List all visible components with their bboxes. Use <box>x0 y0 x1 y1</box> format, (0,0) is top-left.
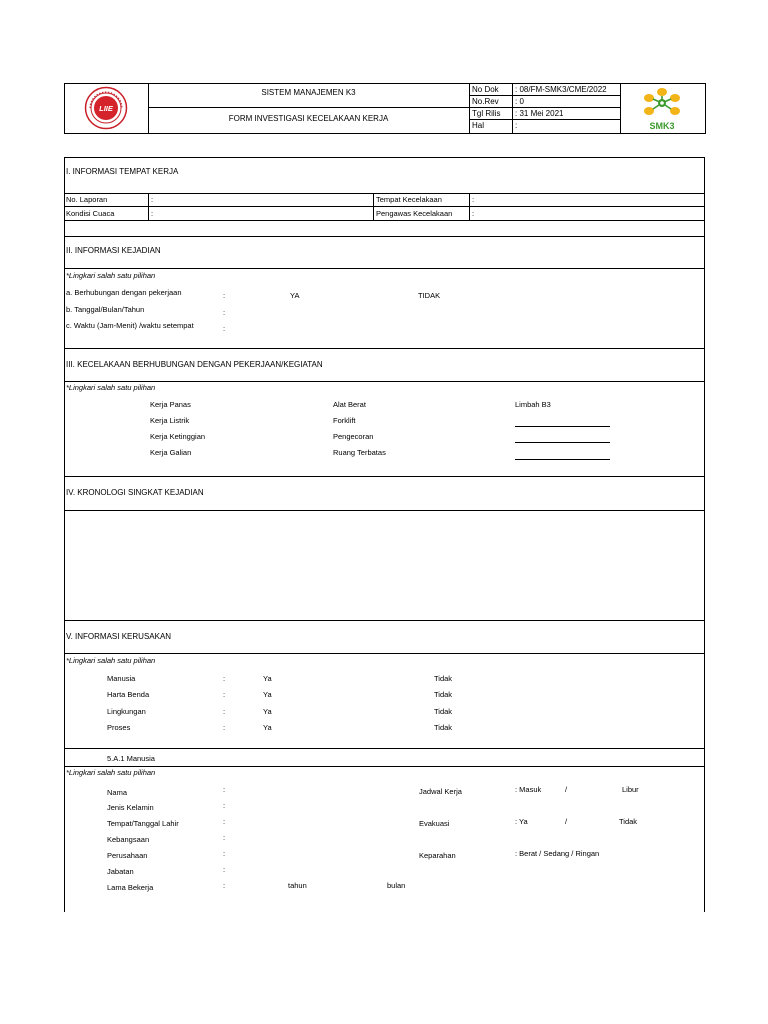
kronologi-textarea[interactable] <box>65 511 704 620</box>
doc-info-value: : 0 <box>515 97 524 106</box>
company-logo-text: LIIE <box>99 104 113 113</box>
damage-item: Proses <box>107 723 131 732</box>
doc-info-value: : <box>515 121 518 130</box>
option-alat-berat[interactable]: Alat Berat <box>333 400 366 409</box>
divider <box>64 381 705 382</box>
damage-colon: : <box>223 707 226 716</box>
option-ya[interactable]: Ya <box>263 723 272 732</box>
damage-colon: : <box>223 690 226 699</box>
divider <box>64 268 705 269</box>
doc-info-label: No.Rev <box>472 97 499 106</box>
doc-info-label: Tgl Rilis <box>472 109 501 118</box>
option-tidak[interactable]: Tidak <box>434 723 453 732</box>
divider <box>64 476 705 477</box>
other-blank-line[interactable] <box>515 426 610 427</box>
divider <box>148 193 149 220</box>
header-divider <box>469 83 470 133</box>
section2-note: *Lingkari salah satu pilihan <box>66 271 156 280</box>
doc-info-label: No Dok <box>472 85 499 94</box>
option-tidak[interactable]: Tidak <box>434 707 453 716</box>
smk3-logo <box>636 84 688 132</box>
damage-item: Harta Benda <box>107 690 150 699</box>
option-ya[interactable]: Ya <box>263 707 272 716</box>
evakuasi-value[interactable]: : Ya <box>515 817 528 826</box>
doc-info-value: : 31 Mei 2021 <box>515 109 564 118</box>
option-ya[interactable]: Ya <box>263 674 272 683</box>
option-pengecoran[interactable]: Pengecoran <box>333 432 374 441</box>
damage-colon: : <box>223 674 226 683</box>
keparahan-value[interactable]: : Berat / Sedang / Ringan <box>515 849 600 858</box>
tempat-kecelakaan-field[interactable]: : <box>472 195 475 204</box>
divider <box>64 620 705 621</box>
pengawas-kecelakaan-label: Pengawas Kecelakaan <box>376 209 453 218</box>
damage-item: Manusia <box>107 674 136 683</box>
option-kerja-ketinggian[interactable]: Kerja Ketinggian <box>150 432 206 441</box>
option-kerja-galian[interactable]: Kerja Galian <box>150 448 192 457</box>
person-field-input[interactable]: : <box>223 881 226 890</box>
person-field-input[interactable]: : <box>223 817 226 826</box>
divider <box>64 236 705 237</box>
damage-colon: : <box>223 723 226 732</box>
person-field-label: Perusahaan <box>107 851 148 860</box>
section3-note: *Lingkari salah satu pilihan <box>66 383 156 392</box>
smk3-logo-text: SMK3 <box>649 121 675 131</box>
other-blank-line[interactable] <box>515 459 610 460</box>
damage-item: Lingkungan <box>107 707 146 716</box>
option-tidak[interactable]: TIDAK <box>418 291 441 300</box>
pengawas-kecelakaan-field[interactable]: : <box>472 209 475 218</box>
divider <box>64 653 705 654</box>
company-logo <box>84 86 128 130</box>
option-forklift[interactable]: Forklift <box>333 416 356 425</box>
divider <box>64 348 705 349</box>
evakuasi-tidak[interactable]: Tidak <box>619 817 638 826</box>
no-laporan-label: No. Laporan <box>66 195 108 204</box>
tanggal-field[interactable]: : <box>223 308 226 317</box>
person-field-label: Kebangsaan <box>107 835 150 844</box>
no-laporan-field[interactable]: : <box>151 195 154 204</box>
option-tidak[interactable]: Tidak <box>434 674 453 683</box>
waktu-label: c. Waktu (Jam-Menit) /waktu setempat <box>66 321 194 330</box>
jadwal-kerja-value[interactable]: : Masuk <box>515 785 542 794</box>
lama-bekerja-bulan: bulan <box>387 881 406 890</box>
option-ya[interactable]: Ya <box>263 690 272 699</box>
person-field-input[interactable]: : <box>223 849 226 858</box>
keparahan-label: Keparahan <box>419 851 456 860</box>
divider <box>64 748 705 749</box>
doc-info-value: : 08/FM-SMK3/CME/2022 <box>515 85 607 94</box>
section2-title: II. INFORMASI KEJADIAN <box>66 246 161 255</box>
berhubungan-colon: : <box>223 291 226 300</box>
person-field-input[interactable]: : <box>223 865 226 874</box>
header-divider <box>512 83 513 133</box>
divider <box>64 193 705 194</box>
jadwal-kerja-label: Jadwal Kerja <box>419 787 462 796</box>
evakuasi-slash: / <box>565 817 568 826</box>
person-field-label: Jabatan <box>107 867 134 876</box>
jadwal-kerja-libur[interactable]: Libur <box>622 785 639 794</box>
header-divider <box>469 119 620 120</box>
header-divider <box>620 83 621 133</box>
tempat-kecelakaan-label: Tempat Kecelakaan <box>376 195 442 204</box>
option-tidak[interactable]: Tidak <box>434 690 453 699</box>
person-field-input[interactable]: : <box>223 801 226 810</box>
evakuasi-label: Evakuasi <box>419 819 450 828</box>
kondisi-cuaca-field[interactable]: : <box>151 209 154 218</box>
option-ruang-terbatas[interactable]: Ruang Terbatas <box>333 448 386 457</box>
header-divider <box>469 107 620 108</box>
section3-title: III. KECELAKAAN BERHUBUNGAN DENGAN PEKERJAAN/KEGIATAN <box>66 360 323 369</box>
divider <box>64 157 705 158</box>
person-field-label: Jenis Kelamin <box>107 803 154 812</box>
form-title: FORM INVESTIGASI KECELAKAAN KERJA <box>228 114 389 123</box>
section51-note: *Lingkari salah satu pilihan <box>66 768 156 777</box>
option-kerja-panas[interactable]: Kerja Panas <box>150 400 191 409</box>
form-border-right <box>704 157 705 912</box>
divider <box>469 193 470 220</box>
person-field-label: Nama <box>107 788 128 797</box>
option-kerja-listrik[interactable]: Kerja Listrik <box>150 416 190 425</box>
tanggal-label: b. Tanggal/Bulan/Tahun <box>66 305 145 314</box>
kondisi-cuaca-label: Kondisi Cuaca <box>66 209 115 218</box>
option-ya[interactable]: YA <box>290 291 300 300</box>
section1-title: I. INFORMASI TEMPAT KERJA <box>66 167 179 176</box>
lama-bekerja-tahun: tahun <box>288 881 307 890</box>
divider <box>373 193 374 220</box>
person-field-label: Tempat/Tanggal Lahir <box>107 819 179 828</box>
person-field-label: Lama Bekerja <box>107 883 154 892</box>
doc-info-label: Hal <box>472 121 485 130</box>
system-title: SISTEM MANAJEMEN K3 <box>261 88 356 97</box>
header-divider <box>148 107 469 108</box>
option-limbah-b3[interactable]: Limbah B3 <box>515 400 551 409</box>
person-field-input[interactable]: : <box>223 785 226 794</box>
person-field-input[interactable]: : <box>223 833 226 842</box>
divider <box>64 766 705 767</box>
header-divider <box>469 95 620 96</box>
berhubungan-label: a. Berhubungan dengan pekerjaan <box>66 288 182 297</box>
section51-title: 5.A.1 Manusia <box>107 754 155 763</box>
section5-note: *Lingkari salah satu pilihan <box>66 656 156 665</box>
section5-title: V. INFORMASI KERUSAKAN <box>66 632 172 641</box>
jadwal-kerja-slash: / <box>565 785 568 794</box>
divider <box>64 206 705 207</box>
waktu-field[interactable]: : <box>223 324 226 333</box>
divider <box>64 220 705 221</box>
other-blank-line[interactable] <box>515 442 610 443</box>
section4-title: IV. KRONOLOGI SINGKAT KEJADIAN <box>66 488 204 497</box>
